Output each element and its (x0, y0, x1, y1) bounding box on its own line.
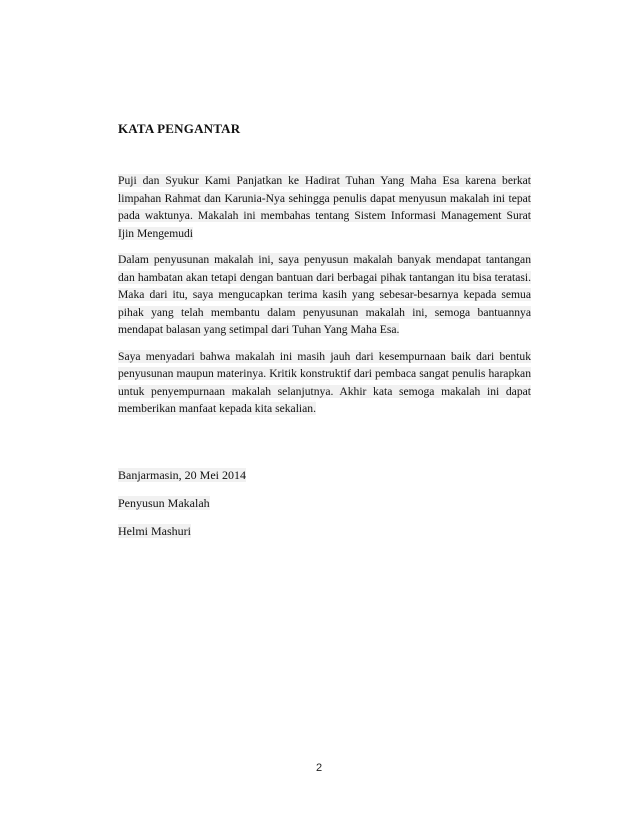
paragraph-1 (118, 172, 531, 242)
signature-role-text: Penyusun Makalah (118, 495, 210, 510)
signature-name (118, 523, 531, 540)
signature-role (118, 495, 531, 512)
signature-name-text: Helmi Mashuri (118, 523, 191, 538)
spacer (118, 427, 531, 467)
paragraph-3-text: Saya menyadari bahwa makalah ini masih jauh dari kesempurnaan baik dari bentuk penyusunan maupun materinya. Kritik konstruktif dari pembaca sangat penulis harapkan untuk penyempurnaan makalah selanjutnya. Akhir kata semoga makalah ini dapat memberikan manfaat kepada kita sekalian. (118, 349, 531, 415)
paragraph-1-text: Puji dan Syukur Kami Panjatkan ke Hadirat Tuhan Yang Maha Esa karena berkat limpahan Rahmat dan Karunia-Nya sehingga penulis dapat menyusun makalah ini tepat pada waktunya. Makalah ini membahas tentang Sistem Informasi Management Surat Ijin Mengemudi (118, 174, 531, 240)
page-content (118, 120, 531, 551)
place-date-text: Banjarmasin, 20 Mei 2014 (118, 467, 246, 482)
paragraph-2 (118, 251, 531, 339)
place-date (118, 467, 531, 484)
page-title: KATA PENGANTAR (118, 121, 241, 136)
page-number: 2 (315, 762, 323, 774)
paragraph-2-text: Dalam penyusunan makalah ini, saya penyusun makalah banyak mendapat tantangan dan hambatan akan tetapi dengan bantuan dari berbagai pihak tantangan itu bisa teratasi. Maka dari itu, saya mengucapkan terima kasih yang sebesar-besarnya kepada semua pihak yang telah membantu dalam penyusunan makalah ini, semoga bantuannya mendapat balasan yang setimpal dari Tuhan Yang Maha Esa. (118, 253, 531, 336)
paragraph-3 (118, 348, 531, 418)
